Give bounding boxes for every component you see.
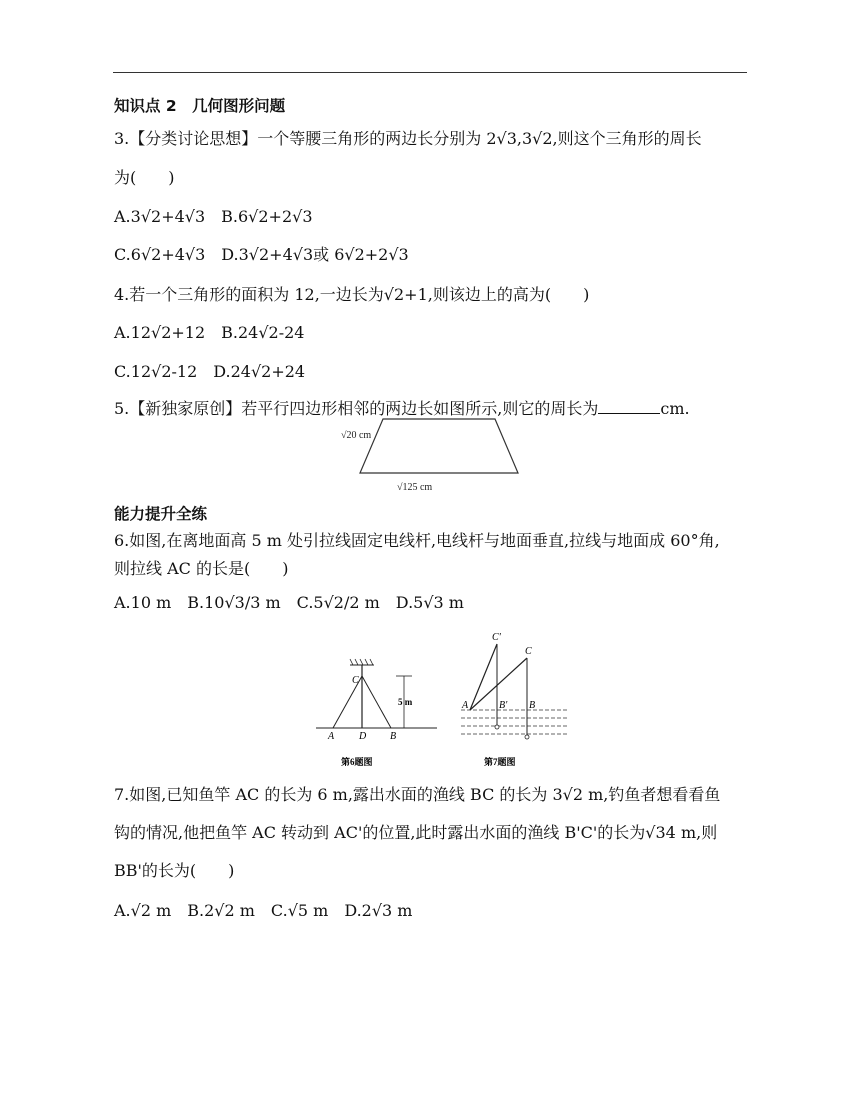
q3-options-cd: C.6√2+4√3 D.3√2+4√3或 6√2+2√3 xyxy=(114,245,409,264)
parallelogram-side-label: √20 cm xyxy=(341,430,372,441)
parallelogram-shape xyxy=(360,419,518,473)
q5-stem-unit: cm. xyxy=(660,399,690,418)
rod-ac-prime xyxy=(470,644,497,710)
q4-options-cd: C.12√2-12 D.24√2+24 xyxy=(114,362,306,381)
fig7-caption: 第7题图 xyxy=(484,757,516,767)
fig6-label-height: 5 m xyxy=(398,697,413,707)
q4-stem: 4.若一个三角形的面积为 12,一边长为√2+1,则该边上的高为( ) xyxy=(114,285,590,304)
q4-options-ab: A.12√2+12 B.24√2-24 xyxy=(114,323,305,342)
section-heading-ability: 能力提升全练 xyxy=(114,505,208,523)
fig7-label-b-prime: B' xyxy=(499,700,508,711)
figure-7 xyxy=(455,628,570,773)
wire-bc xyxy=(362,676,391,728)
q5-stem-text: 5.【新独家原创】若平行四边形相邻的两边长如图所示,则它的周长为 xyxy=(114,399,599,418)
figure-6 xyxy=(312,655,442,773)
q6-stem-line2: 则拉线 AC 的长是( ) xyxy=(114,559,289,578)
q7-options: A.√2 m B.2√2 m C.√5 m D.2√3 m xyxy=(114,901,413,920)
parallelogram-figure xyxy=(335,418,535,498)
fig6-label-c: C xyxy=(352,675,359,686)
q3-stem-line2: 为( ) xyxy=(114,168,175,187)
q5-stem xyxy=(114,398,690,420)
section-heading-knowledge-2: 知识点 2 几何图形问题 xyxy=(114,97,286,115)
q3-options-ab: A.3√2+4√3 B.6√2+2√3 xyxy=(114,207,313,226)
q6-options: A.10 m B.10√3/3 m C.5√2/2 m D.5√3 m xyxy=(114,593,464,612)
q7-stem-line1: 7.如图,已知鱼竿 AC 的长为 6 m,露出水面的渔线 BC 的长为 3√2 m,钓鱼者想看看鱼 xyxy=(114,785,721,804)
fig6-caption: 第6题图 xyxy=(341,757,373,767)
parallelogram-base-label: √125 cm xyxy=(397,482,433,493)
fig7-label-a: A xyxy=(462,700,469,711)
fig7-label-c: C xyxy=(525,646,532,657)
fig6-label-b: B xyxy=(390,731,397,742)
q3-stem-line1: 3.【分类讨论思想】一个等腰三角形的两边长分别为 2√3,3√2,则这个三角形的周长 xyxy=(114,129,702,148)
q7-stem-line3: BB'的长为( ) xyxy=(114,861,235,880)
fig6-label-a: A xyxy=(328,731,335,742)
q6-stem-line1: 6.如图,在离地面高 5 m 处引拉线固定电线杆,电线杆与地面垂直,拉线与地面成 60°角, xyxy=(114,531,720,550)
q5-answer-blank xyxy=(598,399,660,414)
top-rule xyxy=(113,72,747,73)
q7-stem-line2: 钩的情况,他把鱼竿 AC 转动到 AC'的位置,此时露出水面的渔线 B'C'的长为√34 m,则 xyxy=(114,823,718,842)
fig7-label-c-prime: C' xyxy=(492,632,501,643)
fig6-label-d: D xyxy=(359,731,367,742)
fig7-label-b: B xyxy=(529,700,536,711)
